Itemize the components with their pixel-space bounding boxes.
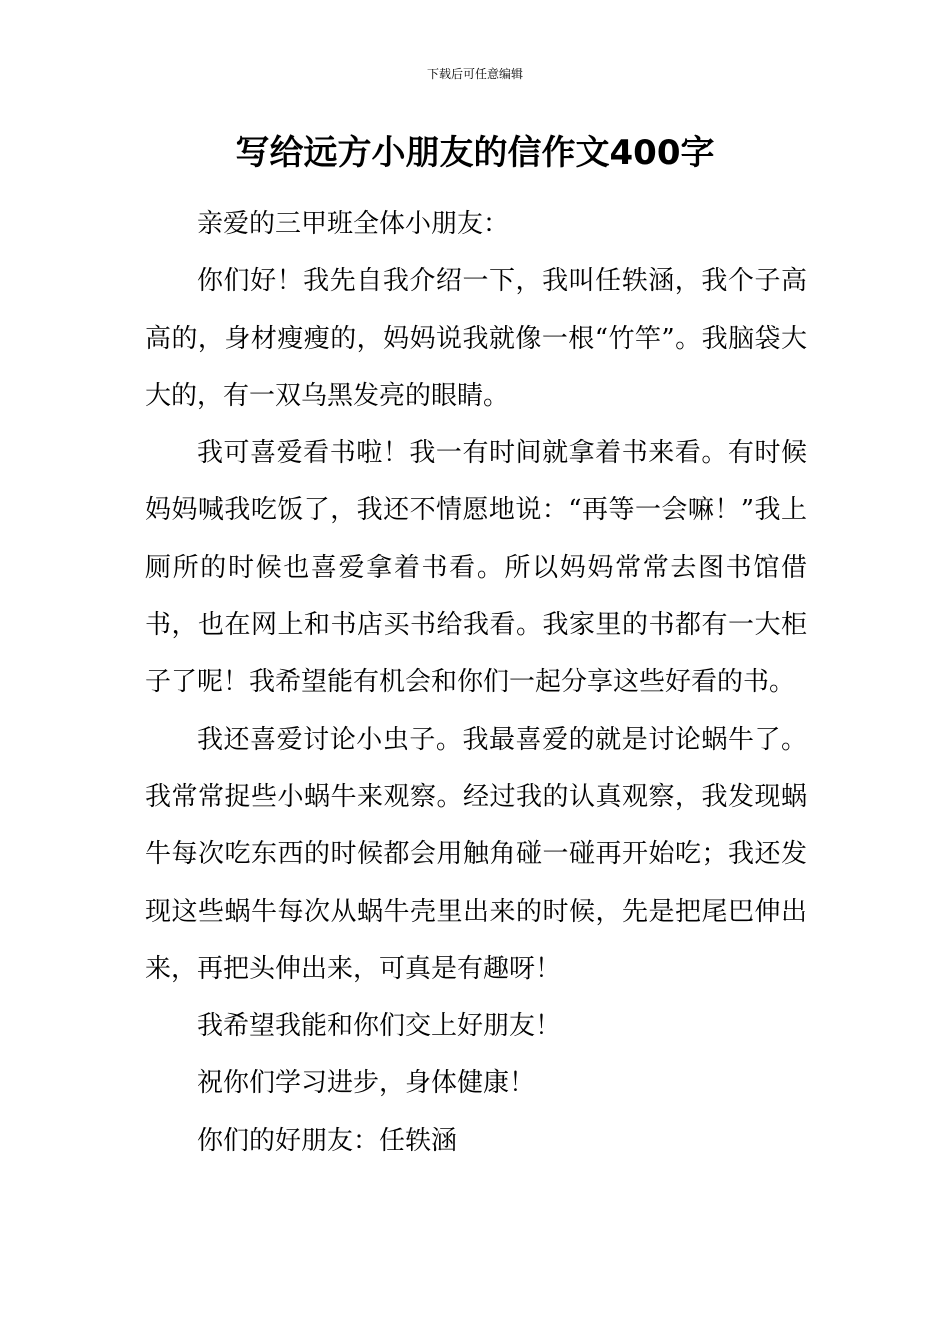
document-title: 写给远方小朋友的信作文400字 (235, 133, 715, 173)
letter-greeting: 亲爱的三甲班全体小朋友： (197, 209, 510, 239)
letter-paragraph-insects: 我还喜爱讨论小虫子。我最喜爱的就是讨论蜗牛了。我常常捉些小蜗牛来观察。经过我的认真观察，我发现蜗牛每次吃东西的时候都会用触角碰一碰再开始吃；我还发现这些蜗牛每次从蜗牛壳里出来的时候，先是把尾巴伸出来，再把头伸出来，可真是有趣呀！ (145, 724, 807, 984)
header-note: 下载后可任意编辑 (426, 67, 523, 81)
letter-paragraph-intro: 你们好！我先自我介绍一下，我叫任轶涵，我个子高高的，身材瘦瘦的，妈妈说我就像一根“竹竿”。我脑袋大大的，有一双乌黑发亮的眼睛。 (145, 266, 807, 411)
letter-paragraph-friendship: 我希望我能和你们交上好朋友！ (197, 1011, 562, 1042)
letter-paragraph-reading: 我可喜爱看书啦！我一有时间就拿着书来看。有时候妈妈喊我吃饭了，我还不情愿地说：“再等一会嘛！”我上厕所的时候也喜爱拿着书看。所以妈妈常常去图书馆借书，也在网上和书店买书给我看。我家里的书都有一大柜子了呢！我希望能有机会和你们一起分享这些好看的书。 (145, 438, 807, 698)
letter-signature: 你们的好朋友：任轶涵 (197, 1125, 458, 1156)
letter-body (145, 196, 807, 1170)
letter-closing-wish: 祝你们学习进步，身体健康！ (197, 1068, 536, 1099)
